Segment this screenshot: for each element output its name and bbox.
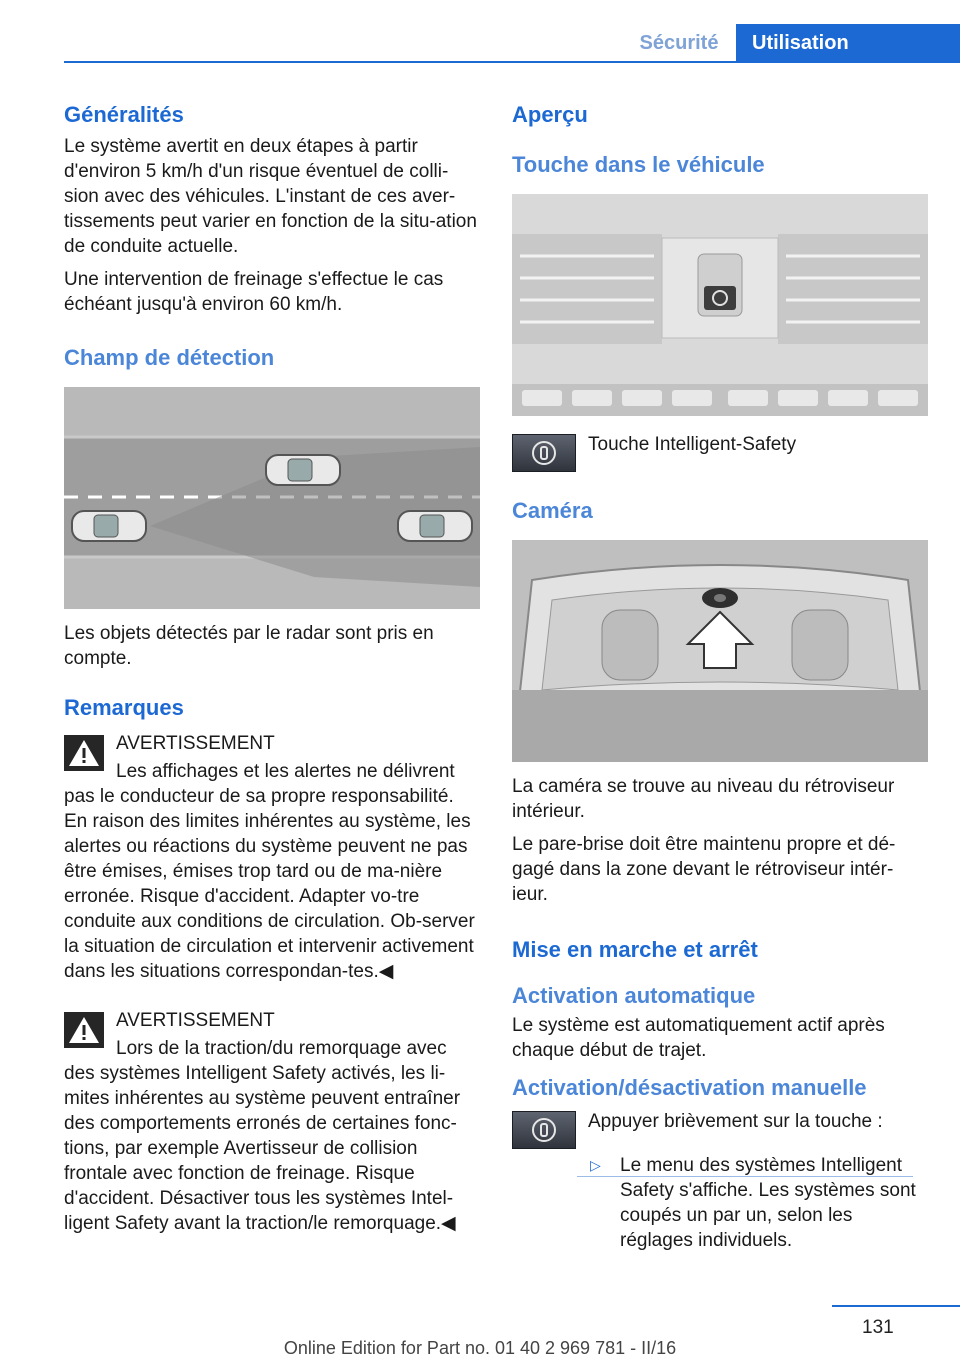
warning-icon [64,735,104,771]
warning-text-1: Les affichages et les alertes ne délivrent pas le conducteur de sa propre responsabilité. En raison des limites inhérentes au système, les alertes ou réactions du système peuvent ne pas être émises, émises trop tard ou de ma‐nière erronée. Risque d'accident. Adapter vo‐tre conduite aux conditions de circulation. Ob‐server la situation de circulation et intervenir activement dans les situations correspondan‐tes.◀ [64,761,475,982]
car-top [266,455,340,485]
paragraph-activation-manuelle: Appuyer brièvement sur la touche : [588,1111,883,1132]
dashboard-button-illustration [512,194,928,416]
warning-text-2: Lors de la traction/du remorquage avec des systèmes Intelligent Safety activés, les li‐mites inhérentes au système peuvent entraîner des comportements erronés de certaines fonc‐tions, par exemple Avertisseur de collision frontale avec fonction de freinage. Risque d'accident. Désactiver tous les systèmes Intel‐ligent Safety avant la traction/le remorquage.◀ [64,1038,461,1234]
right-column [512,100,928,1253]
heading-camera: Caméra [512,498,593,523]
heading-activation-auto: Activation automatique [512,983,756,1008]
paragraph-generalites-1: Le système avertit en deux étapes à partir d'environ 5 km/h d'un risque éventuel de colli‐sion avec des véhicules. L'instant de ces aver‐tissements peut varier en fonction de la situ‐ation de conduite actuelle. [64,136,477,257]
manual-activation-row [512,1111,928,1149]
footer-rule [832,1305,960,1307]
touche-label: Touche Intelligent-Safety [588,434,797,455]
paragraph-camera-2: Le pare-brise doit être maintenu propre et dé‐gagé dans la zone devant le rétroviseur intér‐ieur. [512,834,896,905]
bullet-rule [577,1176,913,1177]
left-column [64,100,480,1236]
warning-block-1 [64,731,480,756]
heading-generalites: Généralités [64,102,184,127]
car-right [398,511,472,541]
warning-label-2: AVERTISSEMENT [116,1010,275,1031]
bullet-text-1: Le menu des systèmes Intelligent Safety s'affiche. Les systèmes sont coupés un par un, selon les réglages individuels. [620,1155,916,1251]
intelligent-safety-button-icon[interactable] [512,434,576,472]
tab-utilisation[interactable]: Utilisation [736,24,960,63]
paragraph-champ: Les objets détectés par le radar sont pris en compte. [64,623,434,669]
car-left [72,511,146,541]
touche-legend [512,434,928,472]
edition-line: Online Edition for Part no. 01 40 2 969 781 - II/16 [283,1338,677,1358]
warning-icon [64,1012,104,1048]
page-number: 131 [862,1317,894,1338]
tab-securite[interactable]: Sécurité [639,31,719,54]
warning-label-1: AVERTISSEMENT [116,733,275,754]
camera-drawing [512,540,928,762]
heading-touche: Touche dans le véhicule [512,152,765,177]
paragraph-activation-auto: Le système est automatiquement actif après chaque début de trajet. [512,1015,885,1061]
paragraph-generalites-2: Une intervention de freinage s'effectue le cas échéant jusqu'à environ 60 km/h. [64,269,444,315]
paragraph-camera-1: La caméra se trouve au niveau du rétroviseur intérieur. [512,776,895,822]
heading-champ-detection: Champ de détection [64,345,275,370]
detection-field-drawing [64,387,480,609]
camera-illustration [512,540,928,762]
heading-remarques: Remarques [64,695,184,720]
intelligent-safety-button-icon[interactable] [512,1111,576,1149]
dashboard-drawing [512,194,928,416]
heading-marche-arret: Mise en marche et arrêt [512,937,758,962]
heading-activation-manuelle: Activation/désactivation manuelle [512,1075,867,1100]
list-item [588,1153,928,1253]
heading-apercu: Aperçu [512,102,588,127]
detection-field-illustration [64,387,480,609]
bullet-triangle-icon: ▷ [590,1157,601,1173]
warning-block-2 [64,1008,480,1033]
